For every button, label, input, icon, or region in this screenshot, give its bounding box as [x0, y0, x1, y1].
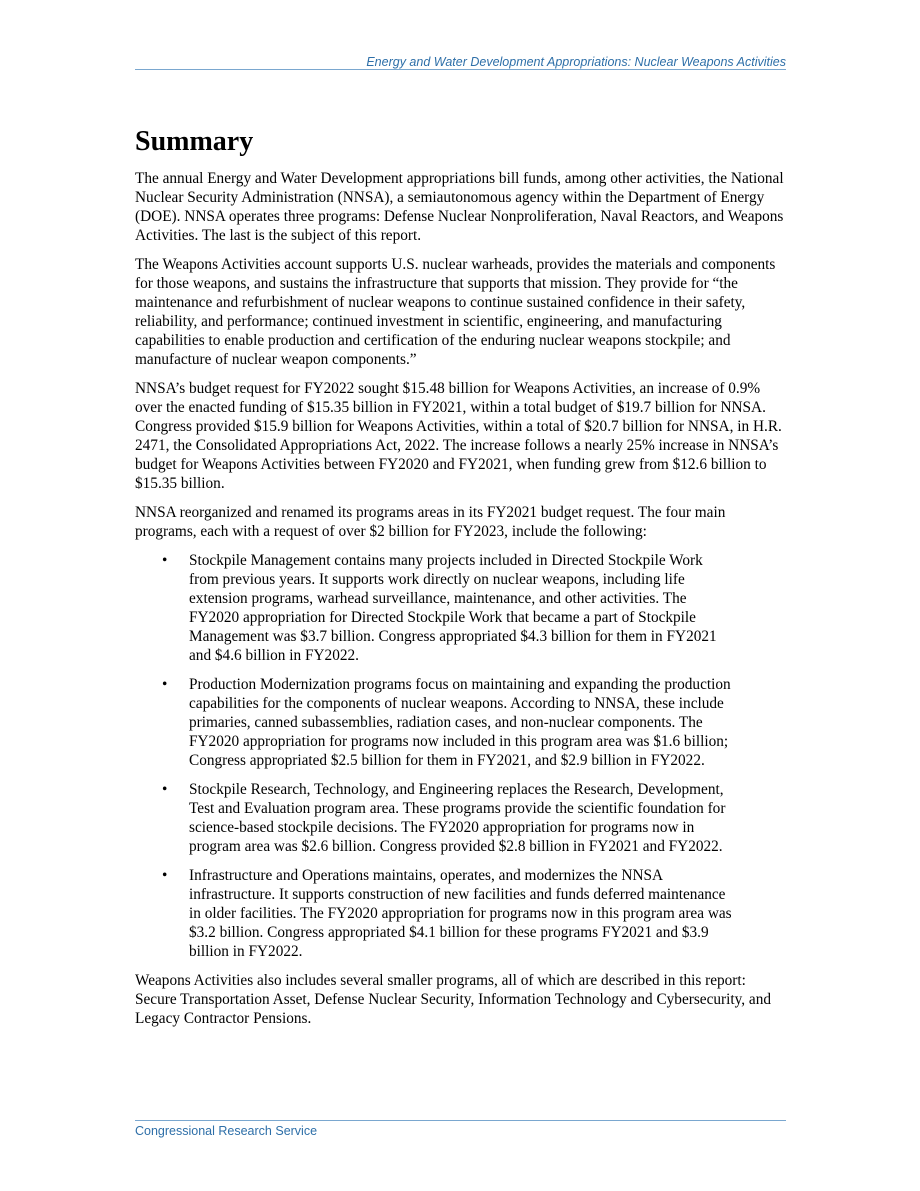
footer-publisher: Congressional Research Service	[135, 1124, 318, 1138]
program-list	[135, 551, 786, 961]
paragraph: NNSA’s budget request for FY2022 sought $15.48 billion for Weapons Activities, an increase of 0.9% over the enacted funding of $15.35 billion in FY2021, within a total budget of $19.7 billion for NNSA. Congress provided $15.9 billion for Weapons Activities, within a total of $20.7 billion for NNSA, in H.R. 2471, the Consolidated Appropriations Act, 2022. The increase follows a nearly 25% increase in NNSA’s budget for Weapons Activities between FY2020 and FY2021, when funding grew from $12.6 billion to $15.35 billion.	[135, 380, 782, 492]
document-body	[135, 122, 786, 1038]
running-header-title: Energy and Water Development Appropriations: Nuclear Weapons Activities	[366, 55, 786, 69]
list-item-text: Infrastructure and Operations maintains, operates, and modernizes the NNSA infrastructure. It supports construction of new facilities and funds deferred maintenance in older facilities. The FY2020 appropriation for programs now in this program area was $3.2 billion. Congress appropriated $4.1 billion for these programs FY2021 and $3.9 billion in FY2022.	[189, 867, 732, 960]
bullet-icon: •	[162, 781, 168, 798]
list-item	[135, 675, 734, 770]
header-divider	[135, 69, 786, 70]
list-item-text: Production Modernization programs focus on maintaining and expanding the production capabilities for the components of nuclear weapons. According to NNSA, these include primaries, canned subassemblies, radiation cases, and non-nuclear components. The FY2020 appropriation for programs now included in this program area was $1.6 billion; Congress appropriated $2.5 billion for them in FY2021, and $2.9 billion in FY2022.	[189, 676, 731, 769]
paragraph: The Weapons Activities account supports U.S. nuclear warheads, provides the materials and components for those weapons, and sustains the infrastructure that supports that mission. They provide for “the maintenance and refurbishment of nuclear weapons to continue sustained confidence in their safety, reliability, and performance; continued investment in scientific, engineering, and manufacturing capabilities to enable production and certification of the enduring nuclear weapons stockpile; and manufacture of nuclear weapon components.”	[135, 256, 776, 368]
list-item	[135, 551, 734, 665]
section-title: Summary	[135, 126, 254, 157]
footer-divider	[135, 1120, 786, 1121]
bullet-icon: •	[162, 552, 168, 569]
list-item-text: Stockpile Research, Technology, and Engineering replaces the Research, Development, Test and Evaluation program area. These programs provide the scientific foundation for science-based stockpile decisions. The FY2020 appropriation for programs now in program area was $2.6 billion. Congress provided $2.8 billion in FY2021 and FY2022.	[189, 781, 726, 855]
list-item-text: Stockpile Management contains many projects included in Directed Stockpile Work from previous years. It supports work directly on nuclear weapons, including life extension programs, warhead surveillance, maintenance, and other activities. The FY2020 appropriation for Directed Stockpile Work that became a part of Stockpile Management was $3.7 billion. Congress appropriated $4.3 billion for them in FY2021 and $4.6 billion in FY2022.	[189, 552, 717, 664]
list-item	[135, 780, 734, 856]
bullet-icon: •	[162, 676, 168, 693]
paragraph: NNSA reorganized and renamed its programs areas in its FY2021 budget request. The four main programs, each with a request of over $2 billion for FY2023, include the following:	[135, 504, 726, 540]
paragraph: The annual Energy and Water Development appropriations bill funds, among other activities, the National Nuclear Security Administration (NNSA), a semiautonomous agency within the Department of Energy (DOE). NNSA operates three programs: Defense Nuclear Nonproliferation, Naval Reactors, and Weapons Activities. The last is the subject of this report.	[135, 170, 784, 244]
list-item	[135, 866, 734, 961]
bullet-icon: •	[162, 867, 168, 884]
closing-paragraph: Weapons Activities also includes several smaller programs, all of which are described in this report: Secure Transportation Asset, Defense Nuclear Security, Information Technology and Cybersecurity, and Legacy Contractor Pensions.	[135, 972, 771, 1027]
